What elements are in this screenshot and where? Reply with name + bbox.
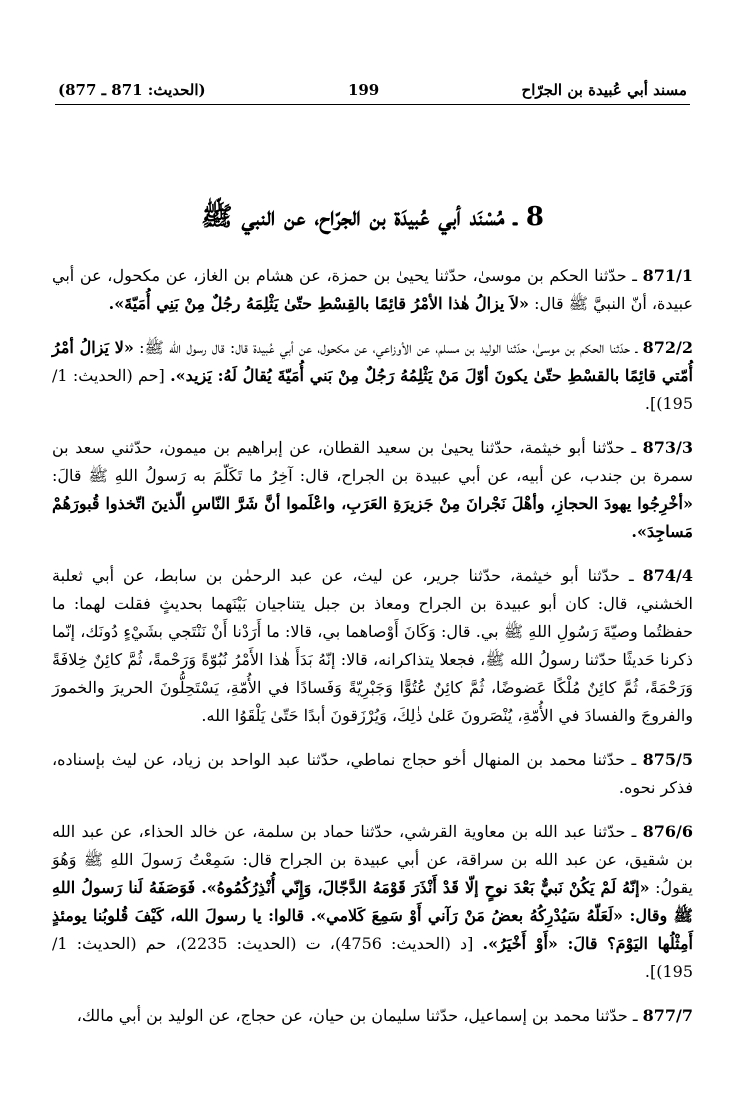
page-number: 199	[347, 81, 380, 99]
hadith-number: 873/3	[642, 438, 693, 457]
hadith-paragraph	[52, 262, 693, 318]
hadith-matn: «لا يَزالُ أمْرُ أُمّتي قائِمًا بالقسْطِ حتّىٰ يكونَ أوّلَ مَنْ يَثْلِمُهُ رَجُلٌ مِنْ بَني أُمَيّةَ يُقالُ لَهُ: يَزيد».	[52, 338, 693, 385]
hadith-list	[52, 262, 693, 1046]
hadith-number: 874/4	[642, 566, 693, 585]
hadith-paragraph	[52, 434, 693, 546]
running-header	[58, 78, 687, 102]
hadith-paragraph	[52, 746, 693, 802]
hadith-number: 877/7	[642, 1006, 693, 1025]
hadith-number: 876/6	[642, 822, 693, 841]
hadith-matn: «أخْرِجُوا يهودَ الحجازِ، وأهْلَ نَجْرانَ مِنْ جَزيرَةِ العَرَبِ، واعْلَموا أنَّ شَرَّ النّاسِ الّذينَ اتّخذوا قُبورَهُمْ مَساجِدَ».	[52, 494, 693, 541]
hadith-reference: [حم (الحديث: 1/ 195)].	[52, 366, 693, 413]
book-title: مسند أبي عُبيدة بن الجرّاح	[521, 81, 687, 99]
hadith-paragraph	[52, 334, 693, 418]
hadith-reference: [د (الحديث: 4756)، ت (الحديث: 2235)، حم (الحديث: 1/ 195)].	[52, 934, 693, 981]
hadith-isnad: ـ حدّثنا محمد بن المنهال أخو حجاج نماطي، حدّثنا عبد الواحد بن زياد، عن ليث بإسناده، فذكر نحوه.	[52, 750, 693, 797]
hadith-isnad: ـ حدّثنا الحكم بن موسىٰ، حدّثنا الوليد بن مسلم، عن الأوزاعي، عن مكحول، عن أبي عُبيدة قال: قال رسول الله ﷺ:	[133, 338, 643, 357]
hadith-number: 872/2	[642, 338, 694, 357]
hadith-isnad: ـ حدّثنا أبو خيثمة، حدّثنا جرير، عن ليث، عن عبد الرحمٰن بن سابط، عن أبي ثعلبة الخشني، قال: كان أبو عبيدة بن الجراح ومعاذ بن جبل يتناجيان بَيْنَهما بحديثٍ فقلت لهما: ما حفظتُما وصيّةَ رَسُولِ اللهِ ﷺ بي. قال: وَكَانَ أَوْصاهما بي، قالا: ما أَرَدْنا أَنْ نَنْتَجي بشَيْءٍ دُونَك، إنّما ذكرنا حَديثًا حدّثنا رسولُ الله ﷺ، فجعلا يتذاكرانه، قالا: إنّهُ بَدَأَ هٰذا الأَمْرُ نُبُوّةً وَرَحْمةً، ثُمَّ كائِنٌ خِلافَةً وَرَحْمَةً، ثُمَّ كائِنٌ مُلْكًا عَضوضًا، ثُمَّ كائِنٌ عُتُوًّا وَجَبْرِيّةً وَفَسادًا في الأُمّةِ، يَسْتَحِلُّونَ الحريرَ والخمورَ والفروجَ والفسادَ في الأُمّةِ، يُنْصَرونَ عَلىٰ ذٰلِكَ، وَيُرْزَقونَ أبدًا حَتّىٰ يَلْقَوُا الله.	[52, 566, 693, 725]
hadith-isnad: ـ حدّثنا أبو خيثمة، حدّثنا يحيىٰ بن سعيد القطان، عن إبراهيم بن ميمون، حدّثني سعد بن سمرة بن جندب، عن أبيه، عن أبي عبيدة بن الجراح، قال: آخِرُ ما تَكَلّمَ به رَسولُ اللهِ ﷺ قالَ:	[52, 438, 693, 485]
hadith-isnad: ـ حدّثنا الحكم بن موسىٰ، حدّثنا يحيىٰ بن حمزة، عن هشام بن الغاز، عن مكحول، عن أبي عبيدة، أنّ النبيَّ ﷺ قال:	[52, 266, 693, 313]
hadith-paragraph	[52, 818, 693, 986]
hadith-number: 875/5	[642, 750, 693, 769]
hadith-isnad: ـ حدّثنا عبد الله بن معاوية القرشي، حدّثنا حماد بن سلمة، عن خالد الحذاء، عن عبد الله بن شقيق، عن عبد الله بن سراقة، عن أبي عبيدة بن الجراح قال: سَمِعْتُ رَسولَ اللهِ ﷺ وَهُوَ يقولُ:	[52, 822, 693, 897]
header-divider	[55, 104, 690, 105]
hadith-paragraph	[52, 1002, 693, 1030]
chapter-title: 8 ـ مُسْنَد أبي عُبيدَة بن الجرّاح، عن النبي ﷺ	[201, 202, 544, 232]
hadith-matn: «إنّهُ لَمْ يَكُنْ نَبيٌّ بَعْدَ نوحٍ إلّا قَدْ أَنْذَرَ قَوْمَهُ الدَّجّالَ، وَإِنّي أُنْذِرُكُمُوهُ». فَوَصَفَهُ لَنا رَسولُ اللهِ ﷺ وقال: «لَعَلّهُ سَيُدْرِكُهُ بعضُ مَنْ رَآني أَوْ سَمِعَ كَلامي». قالوا: يا رسولَ الله، كَيْفَ قُلوبُنا يومئذٍ أَمِثْلُها اليَوْمَ؟ قالَ: «أَوْ أَخْيَرُ».	[52, 878, 693, 953]
hadith-matn: «لاَ يزالُ هٰذا الأمْرُ قائِمًا بالقِسْطِ حتّىٰ يَثْلِمَهُ رجُلٌ مِنْ بَنِي أُمَيّةَ».	[108, 294, 530, 313]
hadith-isnad: ـ حدّثنا محمد بن إسماعيل، حدّثنا سليمان بن حيان، عن حجاج، عن الوليد بن أبي مالك،	[76, 1006, 643, 1025]
hadith-paragraph	[52, 562, 693, 730]
hadith-number: 871/1	[642, 266, 693, 285]
hadith-range: (الحديث: 871 ـ 877)	[58, 81, 206, 99]
